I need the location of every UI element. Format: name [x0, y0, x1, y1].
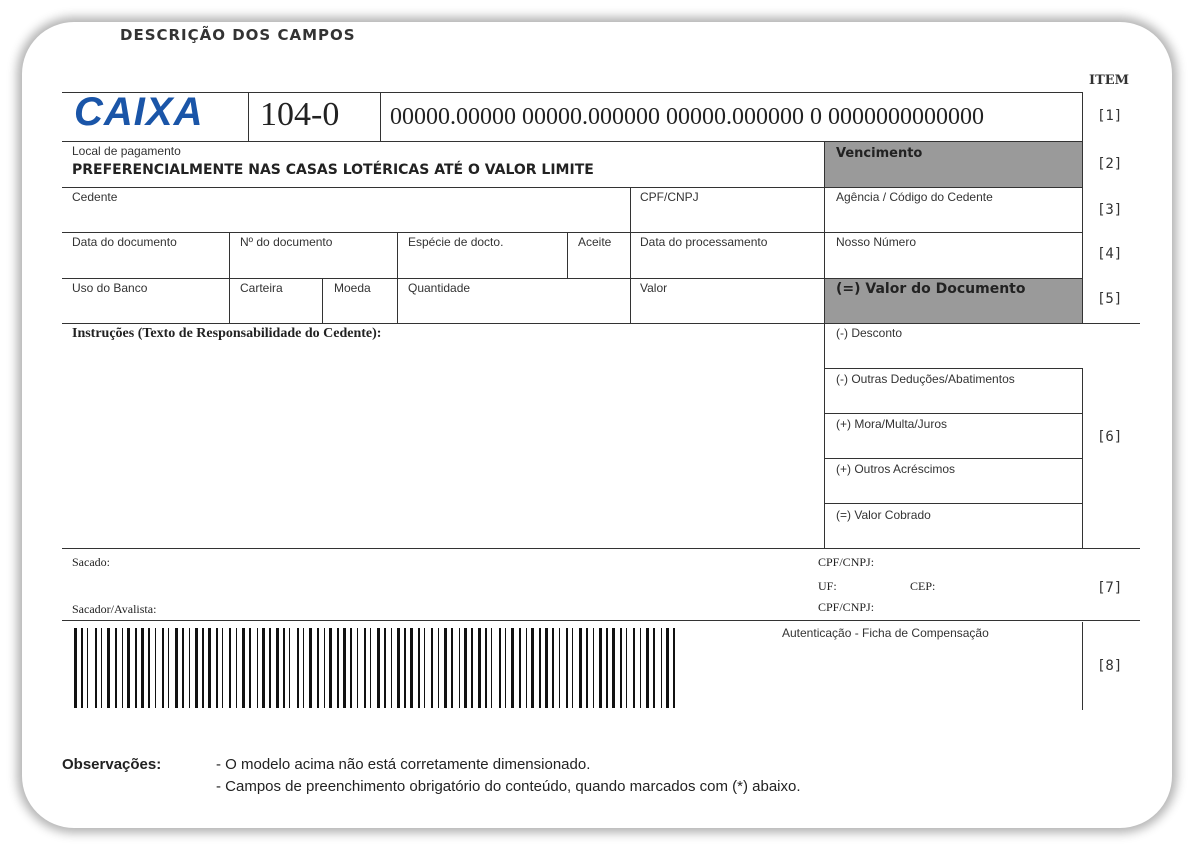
linha-digitavel: 00000.00000 00000.000000 00000.000000 0 0000000000000 [390, 104, 984, 130]
grid-line [824, 141, 825, 548]
grid-line [62, 323, 1140, 324]
barcode-bar [283, 628, 285, 708]
barcode-bar [276, 628, 279, 708]
valor-label: Valor [640, 281, 668, 295]
barcode-bar [229, 628, 231, 708]
barcode-bar [249, 628, 251, 708]
grid-line [62, 92, 1082, 93]
observacao-line: - Campos de preenchimento obrigatório do conteúdo, quando marcados com (*) abaixo. [216, 778, 801, 795]
mora-label: (+) Mora/Multa/Juros [836, 417, 948, 431]
barcode-bar [599, 628, 602, 708]
sacado-label: Sacado: [72, 555, 110, 569]
grid-line [62, 548, 1140, 549]
barcode-bar [364, 628, 366, 708]
barcode-bar [208, 628, 211, 708]
grid-line [1082, 368, 1083, 548]
barcode-bar [559, 628, 560, 708]
barcode-bar [505, 628, 506, 708]
barcode-bar [640, 628, 641, 708]
barcode-bar [586, 628, 588, 708]
uso-banco-label: Uso do Banco [72, 281, 148, 295]
barcode-bar [148, 628, 150, 708]
desconto-label: (-) Desconto [836, 326, 903, 340]
barcode-bar [397, 628, 400, 708]
barcode-bar [661, 628, 662, 708]
barcode [74, 628, 684, 708]
grid-line [62, 278, 1082, 279]
barcode-bar [424, 628, 425, 708]
barcode-bar [451, 628, 453, 708]
item-label: [6] [1097, 429, 1123, 445]
barcode-bar [499, 628, 501, 708]
grid-line [229, 232, 230, 323]
barcode-bar [612, 628, 615, 708]
barcode-bar [155, 628, 156, 708]
barcode-bar [606, 628, 608, 708]
barcode-bar [391, 628, 392, 708]
barcode-bar [329, 628, 332, 708]
grid-line [824, 503, 1082, 504]
barcode-bar [418, 628, 420, 708]
barcode-bar [297, 628, 299, 708]
barcode-bar [343, 628, 346, 708]
grid-line [397, 232, 398, 323]
cpf-cnpj-label: CPF/CNPJ [640, 190, 699, 204]
barcode-bar [531, 628, 534, 708]
barcode-bar [673, 628, 675, 708]
barcode-bar [257, 628, 258, 708]
barcode-bar [317, 628, 319, 708]
barcode-bar [269, 628, 271, 708]
barcode-bar [519, 628, 521, 708]
barcode-bar [289, 628, 290, 708]
item-label: [3] [1097, 202, 1123, 218]
barcode-bar [646, 628, 649, 708]
observacao-line: - O modelo acima não está corretamente dimensionado. [216, 756, 591, 773]
barcode-bar [127, 628, 130, 708]
barcode-bar [74, 628, 77, 708]
barcode-bar [593, 628, 594, 708]
grid-line [567, 232, 568, 278]
item-label: [8] [1097, 658, 1123, 674]
grid-line [62, 620, 1140, 621]
barcode-bar [410, 628, 413, 708]
barcode-bar [189, 628, 190, 708]
item-label: [2] [1097, 156, 1123, 172]
grid-line [322, 278, 323, 323]
quantidade-label: Quantidade [408, 281, 471, 295]
barcode-bar [478, 628, 481, 708]
barcode-bar [303, 628, 304, 708]
data-processamento-label: Data do processamento [640, 235, 768, 249]
grid-line [824, 458, 1082, 459]
observacoes-title: Observações: [62, 756, 162, 773]
barcode-bar [377, 628, 380, 708]
barcode-bar [666, 628, 669, 708]
barcode-bar [101, 628, 102, 708]
local-pagamento-value: PREFERENCIALMENTE NAS CASAS LOTÉRICAS ATÉ O VALOR LIMITE [72, 162, 594, 178]
barcode-bar [485, 628, 487, 708]
barcode-bar [175, 628, 178, 708]
barcode-bar [95, 628, 97, 708]
barcode-bar [135, 628, 137, 708]
barcode-bar [491, 628, 492, 708]
sacador-label: Sacador/Avalista: [72, 602, 157, 616]
barcode-bar [202, 628, 204, 708]
grid-line [630, 187, 631, 323]
aceite-label: Aceite [578, 235, 612, 249]
grid-line [248, 92, 249, 141]
barcode-bar [464, 628, 467, 708]
grid-line [62, 232, 1082, 233]
barcode-bar [370, 628, 371, 708]
barcode-bar [626, 628, 627, 708]
barcode-bar [404, 628, 406, 708]
barcode-bar [471, 628, 473, 708]
barcode-bar [107, 628, 110, 708]
barcode-bar [182, 628, 184, 708]
barcode-bar [566, 628, 568, 708]
item-label: [1] [1097, 108, 1123, 124]
item-label: [7] [1097, 580, 1123, 596]
barcode-bar [162, 628, 164, 708]
barcode-bar [115, 628, 117, 708]
caixa-logo: CAIXA [74, 90, 204, 134]
barcode-bar [526, 628, 527, 708]
barcode-bar [262, 628, 265, 708]
valor-cobrado-label: (=) Valor Cobrado [836, 508, 931, 522]
barcode-bar [216, 628, 218, 708]
barcode-bar [633, 628, 635, 708]
barcode-bar [195, 628, 198, 708]
uf-label: UF: [818, 579, 837, 593]
barcode-bar [168, 628, 169, 708]
instrucoes-label: Instruções (Texto de Responsabilidade do Cedente): [72, 326, 382, 341]
barcode-bar [438, 628, 439, 708]
nosso-numero-label: Nosso Número [836, 235, 917, 249]
num-documento-label: Nº do documento [240, 235, 333, 249]
barcode-bar [141, 628, 144, 708]
grid-line [824, 413, 1082, 414]
vencimento-label: Vencimento [836, 146, 923, 161]
barcode-bar [459, 628, 460, 708]
grid-line [62, 141, 1082, 142]
grid-line [1082, 92, 1083, 323]
barcode-bar [222, 628, 223, 708]
barcode-bar [572, 628, 573, 708]
barcode-bar [87, 628, 88, 708]
cep-label: CEP: [910, 579, 936, 593]
outras-deducoes-label: (-) Outras Deduções/Abatimentos [836, 372, 1015, 386]
cedente-label: Cedente [72, 190, 118, 204]
barcode-bar [122, 628, 123, 708]
grid-line [62, 187, 1082, 188]
barcode-bar [552, 628, 554, 708]
barcode-bar [384, 628, 386, 708]
outros-acrescimos-label: (+) Outros Acréscimos [836, 462, 956, 476]
sacador-cpf-label: CPF/CNPJ: [818, 600, 875, 614]
sacado-cpf-label: CPF/CNPJ: [818, 555, 875, 569]
valor-documento-label: (=) Valor do Documento [836, 281, 1026, 297]
grid-line [1082, 622, 1083, 710]
barcode-bar [444, 628, 447, 708]
barcode-bar [545, 628, 548, 708]
bank-code: 104-0 [260, 96, 340, 133]
barcode-bar [309, 628, 312, 708]
barcode-bar [579, 628, 582, 708]
barcode-bar [620, 628, 622, 708]
item-label: [4] [1097, 246, 1123, 262]
barcode-bar [242, 628, 245, 708]
autenticacao-label: Autenticação - Ficha de Compensação [782, 626, 989, 640]
item-label: [5] [1097, 291, 1123, 307]
moeda-label: Moeda [334, 281, 371, 295]
local-pagamento-label: Local de pagamento [72, 144, 181, 158]
page-title: DESCRIÇÃO DOS CAMPOS [120, 26, 356, 44]
grid-line [824, 368, 1082, 369]
barcode-bar [357, 628, 358, 708]
barcode-bar [236, 628, 237, 708]
barcode-bar [539, 628, 541, 708]
barcode-bar [324, 628, 325, 708]
barcode-bar [337, 628, 339, 708]
item-column-header: ITEM [1089, 73, 1130, 88]
barcode-bar [511, 628, 514, 708]
agencia-label: Agência / Código do Cedente [836, 190, 993, 204]
barcode-bar [653, 628, 655, 708]
grid-line [380, 92, 381, 141]
especie-docto-label: Espécie de docto. [408, 235, 504, 249]
barcode-bar [350, 628, 352, 708]
data-documento-label: Data do documento [72, 235, 177, 249]
carteira-label: Carteira [240, 281, 283, 295]
barcode-bar [431, 628, 433, 708]
barcode-bar [81, 628, 83, 708]
